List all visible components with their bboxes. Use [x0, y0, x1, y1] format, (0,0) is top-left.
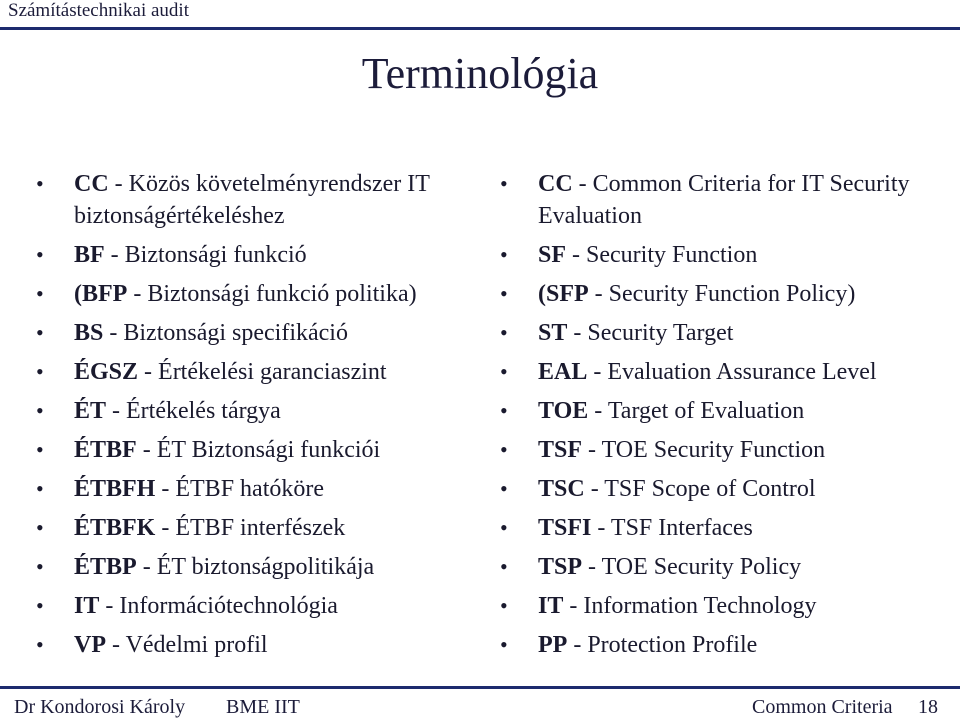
footer-divider: [0, 686, 960, 689]
page-number: 18: [918, 696, 938, 718]
term-desc: ÉTBF interfészek: [175, 515, 346, 541]
term-desc: Information Technology: [583, 593, 817, 619]
list-item: • ÉTBFK - ÉTBF interfészek: [36, 512, 476, 551]
term-desc: Evaluation Assurance Level: [607, 359, 877, 385]
footer-author: Dr Kondorosi Károly: [14, 696, 186, 718]
term-desc: Információtechnológia: [119, 593, 338, 619]
bullet-icon: •: [36, 476, 44, 501]
bullet-icon: •: [500, 515, 508, 540]
term-desc: Védelmi profil: [125, 632, 268, 658]
term-desc: Értékelés tárgya: [126, 398, 281, 424]
term-abbr: CC: [74, 171, 109, 197]
term-desc: ÉT Biztonsági funkciói: [156, 437, 381, 463]
term-abbr: TOE: [538, 398, 589, 424]
list-item: • BS - Biztonsági specifikáció: [36, 317, 476, 356]
bullet-icon: •: [36, 281, 44, 306]
list-item: • IT - Information Technology: [500, 590, 940, 629]
bullet-icon: •: [500, 476, 508, 501]
term-abbr: ST: [538, 320, 568, 346]
term-desc: Security Function Policy): [608, 281, 856, 307]
bullet-icon: •: [36, 398, 44, 423]
term-desc: TOE Security Function: [601, 437, 826, 463]
list-item: • (SFP - Security Function Policy): [500, 278, 940, 317]
list-item: • ÉGSZ - Értékelési garanciaszint: [36, 356, 476, 395]
list-item: • (BFP - Biztonsági funkció politika): [36, 278, 476, 317]
term-abbr: ÉTBFK: [74, 515, 156, 541]
term-abbr: (SFP: [538, 281, 589, 307]
term-desc: Target of Evaluation: [607, 398, 805, 424]
term-abbr: ÉT: [74, 398, 107, 424]
list-item: • TSF - TOE Security Function: [500, 434, 940, 473]
term-desc: Security Target: [587, 320, 734, 346]
list-item: • BF - Biztonsági funkció: [36, 239, 476, 278]
term-abbr: CC: [538, 171, 573, 197]
bullet-icon: •: [500, 554, 508, 579]
term-abbr: PP: [538, 632, 568, 658]
term-desc: ÉTBF hatóköre: [175, 476, 324, 502]
bullet-icon: •: [36, 242, 44, 267]
page-title: Terminológia: [361, 49, 599, 98]
term-desc: TSF Interfaces: [610, 515, 753, 541]
bullet-icon: •: [500, 242, 508, 267]
term-abbr: TSC: [538, 476, 585, 502]
term-abbr: IT: [538, 593, 564, 619]
term-desc: Security Function: [586, 242, 758, 268]
bullet-icon: •: [36, 320, 44, 345]
term-abbr: TSF: [538, 437, 583, 463]
term-desc: Biztonsági funkció politika): [147, 281, 417, 307]
term-desc: Értékelési garanciaszint: [158, 359, 387, 385]
bullet-icon: •: [500, 593, 508, 618]
bullet-icon: •: [500, 632, 508, 657]
list-item: • SF - Security Function: [500, 239, 940, 278]
list-item: • CC - Közös követelményrendszer IT biztonságértékeléshez: [36, 168, 476, 239]
bullet-icon: •: [500, 359, 508, 384]
bullet-icon: •: [500, 281, 508, 306]
bullet-icon: •: [36, 554, 44, 579]
header-divider: [0, 27, 960, 30]
term-abbr: ÉTBFH: [74, 476, 156, 502]
term-desc: Common Criteria for IT Security Evaluation: [538, 171, 910, 229]
term-abbr: BF: [74, 242, 105, 268]
term-abbr: SF: [538, 242, 567, 268]
bullet-icon: •: [36, 632, 44, 657]
list-item: • TSC - TSF Scope of Control: [500, 473, 940, 512]
term-abbr: VP: [74, 632, 106, 658]
term-desc: Biztonsági funkció: [124, 242, 307, 268]
header-title: Számítástechnikai audit: [8, 0, 189, 21]
bullet-icon: •: [36, 437, 44, 462]
list-item: • ÉT - Értékelés tárgya: [36, 395, 476, 434]
term-abbr: ÉGSZ: [74, 359, 139, 385]
term-abbr: IT: [74, 593, 100, 619]
list-item: • ÉTBP - ÉT biztonságpolitikája: [36, 551, 476, 590]
list-item: • ÉTBF - ÉT Biztonsági funkciói: [36, 434, 476, 473]
footer-org: BME IIT: [226, 696, 300, 718]
term-desc: Közös követelményrendszer IT biztonságértékeléshez: [74, 171, 430, 229]
term-abbr: ÉTBF: [74, 437, 137, 463]
term-abbr: TSP: [538, 554, 583, 580]
term-desc: ÉT biztonságpolitikája: [156, 554, 375, 580]
list-item: • IT - Információtechnológia: [36, 590, 476, 629]
term-desc: TSF Scope of Control: [604, 476, 816, 502]
bullet-icon: •: [500, 437, 508, 462]
bullet-icon: •: [36, 593, 44, 618]
term-desc: TOE Security Policy: [601, 554, 802, 580]
term-abbr: EAL: [538, 359, 588, 385]
term-abbr: BS: [74, 320, 104, 346]
bullet-icon: •: [500, 171, 508, 196]
term-abbr: (BFP: [74, 281, 128, 307]
list-item: • EAL - Evaluation Assurance Level: [500, 356, 940, 395]
bullet-icon: •: [500, 320, 508, 345]
hungarian-term-list: [36, 168, 476, 668]
list-item: • TSFI - TSF Interfaces: [500, 512, 940, 551]
english-term-list: [500, 168, 940, 668]
bullet-icon: •: [500, 398, 508, 423]
bullet-icon: •: [36, 515, 44, 540]
term-abbr: TSFI: [538, 515, 592, 541]
list-item: • TOE - Target of Evaluation: [500, 395, 940, 434]
term-desc: Protection Profile: [587, 632, 758, 658]
bullet-icon: •: [36, 171, 44, 196]
bullet-icon: •: [36, 359, 44, 384]
term-desc: Biztonsági specifikáció: [123, 320, 348, 346]
list-item: • ST - Security Target: [500, 317, 940, 356]
list-item: • ÉTBFH - ÉTBF hatóköre: [36, 473, 476, 512]
list-item: • TSP - TOE Security Policy: [500, 551, 940, 590]
term-abbr: ÉTBP: [74, 554, 137, 580]
list-item: • VP - Védelmi profil: [36, 629, 476, 668]
list-item: • PP - Protection Profile: [500, 629, 940, 668]
list-item: • CC - Common Criteria for IT Security Evaluation: [500, 168, 940, 239]
footer-subject: Common Criteria: [752, 696, 893, 718]
